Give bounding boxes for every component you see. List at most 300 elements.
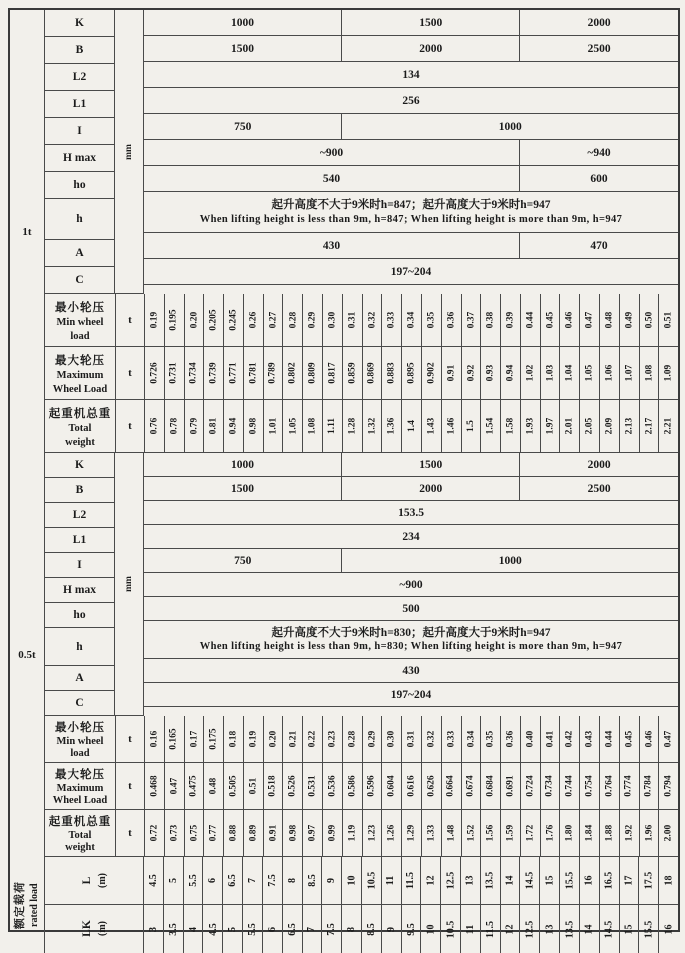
max-wheel-load-row-1t bbox=[45, 347, 678, 400]
data-cell bbox=[481, 347, 501, 400]
rotated-value: 1.08 bbox=[307, 417, 318, 435]
rotated-value: 1.04 bbox=[564, 364, 575, 382]
data-cell bbox=[244, 294, 264, 347]
row-label-A: A bbox=[45, 240, 115, 267]
data-cell bbox=[263, 857, 283, 905]
data-cell bbox=[600, 857, 620, 905]
merged-value-cell: 1500 bbox=[342, 453, 520, 477]
rotated-value: 15 bbox=[544, 875, 556, 886]
data-cell bbox=[481, 905, 501, 953]
row-label-K: K bbox=[45, 10, 115, 37]
rotated-value: 0.18 bbox=[228, 730, 239, 748]
data-cell bbox=[323, 716, 343, 763]
rotated-value: 8 bbox=[346, 926, 358, 932]
data-cell bbox=[145, 294, 165, 347]
data-cell bbox=[204, 716, 224, 763]
min-wheel-label-cn: 最小轮压 bbox=[55, 301, 105, 314]
rotated-value: 0.81 bbox=[208, 417, 219, 435]
LK-label-cell bbox=[45, 905, 144, 953]
data-cell bbox=[363, 763, 383, 810]
data-cell bbox=[185, 347, 205, 400]
rotated-value: 0.526 bbox=[287, 775, 298, 797]
data-cell bbox=[600, 294, 620, 347]
data-cell bbox=[461, 857, 481, 905]
data-cell bbox=[541, 810, 561, 857]
data-cell bbox=[322, 905, 342, 953]
rotated-value: 14 bbox=[583, 924, 595, 934]
rotated-value: 0.99 bbox=[327, 824, 338, 842]
data-cell bbox=[204, 763, 224, 810]
rotated-value: 3.5 bbox=[167, 922, 179, 936]
data-cell bbox=[185, 810, 205, 857]
data-cell bbox=[165, 347, 185, 400]
data-cell bbox=[224, 763, 244, 810]
rotated-value: 0.46 bbox=[564, 311, 575, 329]
h-note-english: When lifting height is less than 9m, h=830; When lifting height is more than 9m, h=947 bbox=[199, 641, 623, 653]
data-cell bbox=[303, 763, 323, 810]
L-label-cell bbox=[45, 857, 144, 905]
rotated-value: 0.33 bbox=[446, 730, 457, 748]
LK-label bbox=[79, 921, 108, 938]
rotated-value: 1.93 bbox=[525, 417, 536, 435]
data-cell bbox=[462, 716, 482, 763]
data-cell bbox=[363, 400, 383, 453]
data-cell bbox=[541, 400, 561, 453]
section-05t bbox=[10, 453, 678, 857]
data-cell bbox=[541, 716, 561, 763]
rotated-value: 0.39 bbox=[505, 311, 516, 329]
row-label-h: h bbox=[45, 628, 115, 666]
row-L bbox=[45, 857, 678, 905]
rotated-value: 1.33 bbox=[426, 824, 437, 842]
rotated-value: 11.5 bbox=[484, 920, 496, 938]
L-values bbox=[144, 857, 678, 905]
data-cell bbox=[283, 905, 303, 953]
data-cell bbox=[501, 763, 521, 810]
data-cell bbox=[303, 857, 323, 905]
rotated-value: 0.802 bbox=[287, 362, 298, 384]
data-cell bbox=[402, 857, 422, 905]
max-wheel-label-en2: Wheel Load bbox=[52, 383, 108, 395]
rotated-value: 12.5 bbox=[445, 871, 457, 890]
rotated-value: 0.78 bbox=[169, 417, 180, 435]
mm-unit-label: mm bbox=[123, 576, 134, 592]
data-cell bbox=[441, 905, 461, 953]
data-cell bbox=[204, 810, 224, 857]
rotated-value: 0.764 bbox=[604, 775, 615, 797]
rotated-value: 0.771 bbox=[228, 362, 239, 384]
data-cell bbox=[620, 294, 640, 347]
rotated-value: 5.5 bbox=[246, 922, 258, 936]
data-cell bbox=[185, 716, 205, 763]
data-cell bbox=[323, 810, 343, 857]
rotated-value: 0.205 bbox=[208, 309, 219, 331]
data-cell bbox=[580, 905, 600, 953]
row-A-values bbox=[144, 233, 678, 259]
rotated-value: 0.98 bbox=[287, 824, 298, 842]
rotated-value: 15 bbox=[623, 924, 635, 934]
total-weight-label-en1: Total bbox=[68, 830, 92, 841]
data-cell bbox=[501, 905, 521, 953]
rotated-value: 0.175 bbox=[208, 728, 219, 750]
rotated-value: 13 bbox=[464, 875, 476, 886]
max-wheel-label-en1: Maximum bbox=[56, 783, 104, 794]
data-cell bbox=[165, 763, 185, 810]
rated-load-label-en: rated load bbox=[28, 883, 40, 927]
rotated-value: 0.47 bbox=[663, 730, 674, 748]
data-cell bbox=[402, 347, 422, 400]
row-L1-values bbox=[144, 88, 678, 114]
rotated-value: 2.13 bbox=[624, 417, 635, 435]
rotated-value: 2.17 bbox=[643, 417, 654, 435]
row-label-K: K bbox=[45, 453, 115, 478]
min-wheel-label-en1: Min wheel bbox=[56, 736, 104, 747]
rotated-value: 10 bbox=[346, 875, 358, 886]
data-cell bbox=[243, 857, 263, 905]
data-cell bbox=[560, 905, 580, 953]
data-cell bbox=[659, 294, 678, 347]
rotated-value: 0.43 bbox=[584, 730, 595, 748]
rotated-value: 1.46 bbox=[446, 417, 457, 435]
rotated-value: 9 bbox=[385, 926, 397, 932]
merged-value-cell: 500 bbox=[144, 597, 678, 621]
data-cell bbox=[481, 716, 501, 763]
rotated-value: 1.48 bbox=[446, 824, 457, 842]
rotated-value: 0.44 bbox=[604, 730, 615, 748]
rotated-value: 0.45 bbox=[545, 311, 556, 329]
data-cell bbox=[521, 400, 541, 453]
data-cell bbox=[203, 857, 223, 905]
merged-value-cell: 134 bbox=[144, 62, 678, 88]
data-cell bbox=[580, 400, 600, 453]
data-cell bbox=[204, 347, 224, 400]
data-cell bbox=[442, 763, 462, 810]
data-cell bbox=[382, 716, 402, 763]
rotated-value: 1.76 bbox=[545, 824, 556, 842]
data-cell bbox=[264, 400, 284, 453]
total-weight-label-en2: weight bbox=[65, 842, 95, 853]
rotated-value: 1.54 bbox=[485, 417, 496, 435]
rotated-value: 0.30 bbox=[327, 311, 338, 329]
rotated-value: 0.29 bbox=[366, 730, 377, 748]
section-label-text: 1t bbox=[22, 225, 32, 238]
data-cell bbox=[521, 347, 541, 400]
row-label-B: B bbox=[45, 37, 115, 64]
data-cell bbox=[520, 857, 540, 905]
row-label-C: C bbox=[45, 267, 115, 294]
LK-unit: (m) bbox=[96, 921, 108, 937]
row-label-I: I bbox=[45, 553, 115, 578]
data-cell bbox=[580, 810, 600, 857]
rotated-value: 14.5 bbox=[524, 871, 536, 890]
rotated-value: 17 bbox=[623, 875, 635, 886]
data-cell bbox=[462, 810, 482, 857]
data-cell bbox=[342, 905, 362, 953]
rotated-value: 0.28 bbox=[287, 311, 298, 329]
total-weight-row-05t bbox=[45, 810, 678, 857]
rotated-value: 0.38 bbox=[485, 311, 496, 329]
data-cell bbox=[244, 716, 264, 763]
data-cell bbox=[244, 763, 264, 810]
rotated-value: 6 bbox=[266, 926, 278, 932]
L-symbol: L bbox=[80, 876, 93, 885]
rotated-value: 1.92 bbox=[624, 824, 635, 842]
data-cell bbox=[402, 716, 422, 763]
rotated-value: 0.27 bbox=[268, 311, 279, 329]
rotated-value: 11.5 bbox=[405, 872, 417, 889]
max-wheel-label-cn: 最大轮压 bbox=[55, 354, 105, 367]
rotated-value: 0.21 bbox=[287, 730, 298, 748]
rotated-value: 7 bbox=[306, 926, 318, 932]
rotated-value: 0.34 bbox=[465, 730, 476, 748]
rotated-value: 0.94 bbox=[228, 417, 239, 435]
rotated-value: 1.05 bbox=[584, 364, 595, 382]
data-cell bbox=[204, 294, 224, 347]
rated-load-label-cell bbox=[10, 857, 45, 953]
data-cell bbox=[363, 347, 383, 400]
max-wheel-values-1t bbox=[145, 347, 678, 400]
row-K-values bbox=[144, 453, 678, 477]
data-cell bbox=[402, 400, 422, 453]
min-wheel-load-row-1t bbox=[45, 294, 678, 347]
data-cell bbox=[264, 294, 284, 347]
rotated-value: 1.5 bbox=[465, 420, 476, 432]
data-cell bbox=[283, 763, 303, 810]
merged-value-cell: 2000 bbox=[520, 453, 678, 477]
rotated-value: 1.72 bbox=[525, 824, 536, 842]
data-cell bbox=[204, 400, 224, 453]
rotated-value: 16 bbox=[663, 924, 675, 934]
rotated-value: 0.616 bbox=[406, 775, 417, 797]
row-label-L1: L1 bbox=[45, 528, 115, 553]
section-rated-load bbox=[10, 857, 678, 953]
data-cell bbox=[560, 763, 580, 810]
rotated-value: 0.47 bbox=[584, 311, 595, 329]
merged-value-cell: 430 bbox=[144, 659, 678, 683]
dimensions-block-1t bbox=[45, 10, 678, 294]
data-cell bbox=[501, 347, 521, 400]
data-cell bbox=[244, 400, 264, 453]
rotated-value: 5.5 bbox=[187, 874, 199, 887]
row-C-values bbox=[144, 259, 678, 285]
data-cell bbox=[343, 347, 363, 400]
data-cell bbox=[243, 905, 263, 953]
data-cell bbox=[165, 294, 185, 347]
data-cell bbox=[640, 810, 660, 857]
rotated-value: 0.817 bbox=[327, 362, 338, 384]
row-I-values bbox=[144, 549, 678, 573]
data-cell bbox=[362, 857, 382, 905]
merged-value-cell: 1000 bbox=[342, 114, 678, 140]
section-label-text: 0.5t bbox=[18, 649, 36, 661]
data-cell bbox=[659, 905, 678, 953]
total-weight-label bbox=[45, 810, 116, 857]
data-cell bbox=[303, 400, 323, 453]
data-cell bbox=[521, 763, 541, 810]
rotated-value: 10.5 bbox=[365, 871, 377, 890]
data-cell bbox=[640, 763, 660, 810]
section-label-1t bbox=[10, 10, 45, 453]
data-cell bbox=[323, 400, 343, 453]
min-wheel-load-label bbox=[45, 716, 116, 763]
total-weight-label-cn: 起重机总重 bbox=[48, 816, 112, 828]
data-cell bbox=[620, 400, 640, 453]
data-cell bbox=[560, 857, 580, 905]
data-cell bbox=[620, 857, 640, 905]
min-wheel-label-en2: load bbox=[70, 748, 90, 759]
min-wheel-label-en2: load bbox=[70, 330, 90, 342]
rotated-value: 1.32 bbox=[366, 417, 377, 435]
data-cell bbox=[382, 294, 402, 347]
merged-value-cell: 2500 bbox=[520, 477, 678, 501]
data-cell bbox=[421, 857, 441, 905]
row-label-ho: ho bbox=[45, 603, 115, 628]
dimension-labels-05t bbox=[45, 453, 115, 716]
data-cell bbox=[462, 347, 482, 400]
rotated-value: 2.01 bbox=[564, 417, 575, 435]
rotated-value: 0.19 bbox=[248, 730, 259, 748]
rotated-value: 13.5 bbox=[563, 920, 575, 938]
data-cell bbox=[640, 400, 660, 453]
rotated-value: 0.734 bbox=[188, 362, 199, 384]
rotated-value: 0.93 bbox=[485, 364, 496, 382]
max-wheel-load-label bbox=[45, 347, 116, 400]
data-cell bbox=[244, 347, 264, 400]
rotated-value: 0.724 bbox=[525, 775, 536, 797]
rotated-value: 0.33 bbox=[386, 311, 397, 329]
data-cell bbox=[382, 347, 402, 400]
total-weight-values-1t bbox=[145, 400, 678, 453]
rotated-value: 16.5 bbox=[603, 871, 615, 890]
data-cell bbox=[600, 763, 620, 810]
merged-value-cell: 430 bbox=[144, 233, 520, 259]
data-cell bbox=[580, 294, 600, 347]
data-cell bbox=[343, 294, 363, 347]
rotated-value: 0.46 bbox=[643, 730, 654, 748]
rotated-value: 0.79 bbox=[188, 417, 199, 435]
data-cell bbox=[659, 347, 678, 400]
dimension-values-05t bbox=[144, 453, 678, 716]
data-cell bbox=[442, 294, 462, 347]
rotated-value: 0.34 bbox=[406, 311, 417, 329]
total-weight-label-en2: weight bbox=[65, 436, 95, 448]
data-cell bbox=[442, 347, 462, 400]
data-cell bbox=[541, 347, 561, 400]
data-cell bbox=[303, 905, 323, 953]
merged-value-cell: 153.5 bbox=[144, 501, 678, 525]
data-cell bbox=[481, 810, 501, 857]
unit-t-cell: t bbox=[116, 716, 145, 763]
merged-value-cell: 197~204 bbox=[144, 683, 678, 707]
rotated-value: 0.26 bbox=[248, 311, 259, 329]
data-cell bbox=[600, 905, 620, 953]
data-cell bbox=[224, 347, 244, 400]
rotated-value: 0.626 bbox=[426, 775, 437, 797]
data-cell bbox=[442, 400, 462, 453]
rotated-value: 1.05 bbox=[287, 417, 298, 435]
data-cell bbox=[362, 905, 382, 953]
data-cell bbox=[223, 857, 243, 905]
rotated-value: 1.19 bbox=[347, 824, 358, 842]
data-cell bbox=[323, 294, 343, 347]
rotated-value: 2.05 bbox=[584, 417, 595, 435]
data-cell bbox=[343, 810, 363, 857]
rotated-value: 0.88 bbox=[228, 824, 239, 842]
rotated-value: 14 bbox=[504, 875, 516, 886]
rotated-value: 0.98 bbox=[248, 417, 259, 435]
rotated-value: 0.859 bbox=[347, 362, 358, 384]
row-h-note bbox=[144, 621, 678, 659]
rotated-value: 0.36 bbox=[446, 311, 457, 329]
data-cell bbox=[580, 716, 600, 763]
rotated-value: 0.684 bbox=[485, 775, 496, 797]
rotated-value: 0.731 bbox=[169, 362, 180, 384]
max-wheel-load-label bbox=[45, 763, 116, 810]
rotated-value: 0.40 bbox=[525, 730, 536, 748]
rotated-value: 0.48 bbox=[604, 311, 615, 329]
data-cell bbox=[224, 810, 244, 857]
rotated-value: 0.49 bbox=[624, 311, 635, 329]
rotated-value: 12 bbox=[504, 924, 516, 934]
data-cell bbox=[323, 763, 343, 810]
total-weight-row-1t bbox=[45, 400, 678, 453]
data-cell bbox=[144, 905, 164, 953]
rotated-value: 1.01 bbox=[268, 417, 279, 435]
data-cell bbox=[442, 810, 462, 857]
data-cell bbox=[322, 857, 342, 905]
data-cell bbox=[422, 716, 442, 763]
rotated-value: 0.16 bbox=[149, 730, 160, 748]
data-cell bbox=[481, 857, 501, 905]
data-cell bbox=[462, 763, 482, 810]
dimension-labels-1t bbox=[45, 10, 115, 294]
rotated-value: 0.165 bbox=[169, 728, 180, 750]
rotated-value: 1.97 bbox=[545, 417, 556, 435]
data-cell bbox=[501, 294, 521, 347]
dimension-values-1t bbox=[144, 10, 678, 294]
data-cell bbox=[422, 347, 442, 400]
rotated-value: 0.44 bbox=[525, 311, 536, 329]
rotated-value: 6.5 bbox=[286, 922, 298, 936]
rotated-value: 4.5 bbox=[147, 874, 159, 887]
data-cell bbox=[620, 347, 640, 400]
data-cell bbox=[343, 763, 363, 810]
rotated-value: 1.80 bbox=[564, 824, 575, 842]
rotated-value: 16 bbox=[583, 875, 595, 886]
min-wheel-values-1t bbox=[145, 294, 678, 347]
unit-mm-cell bbox=[115, 10, 144, 294]
rotated-value: 1.03 bbox=[545, 364, 556, 382]
rotated-value: 8 bbox=[286, 878, 298, 883]
data-cell bbox=[640, 347, 660, 400]
row-label-L2: L2 bbox=[45, 64, 115, 91]
data-cell bbox=[224, 294, 244, 347]
rotated-value: 0.76 bbox=[149, 417, 160, 435]
data-cell bbox=[363, 294, 383, 347]
merged-value-cell: 1000 bbox=[144, 453, 342, 477]
rotated-value: 0.744 bbox=[564, 775, 575, 797]
data-cell bbox=[185, 763, 205, 810]
data-cell bbox=[640, 716, 660, 763]
rotated-value: 0.475 bbox=[188, 775, 199, 797]
data-cell bbox=[145, 347, 165, 400]
data-cell bbox=[303, 810, 323, 857]
data-cell bbox=[422, 400, 442, 453]
data-cell bbox=[224, 716, 244, 763]
merged-value-cell: 2000 bbox=[342, 477, 520, 501]
rotated-value: 14.5 bbox=[603, 920, 615, 938]
data-cell bbox=[145, 400, 165, 453]
